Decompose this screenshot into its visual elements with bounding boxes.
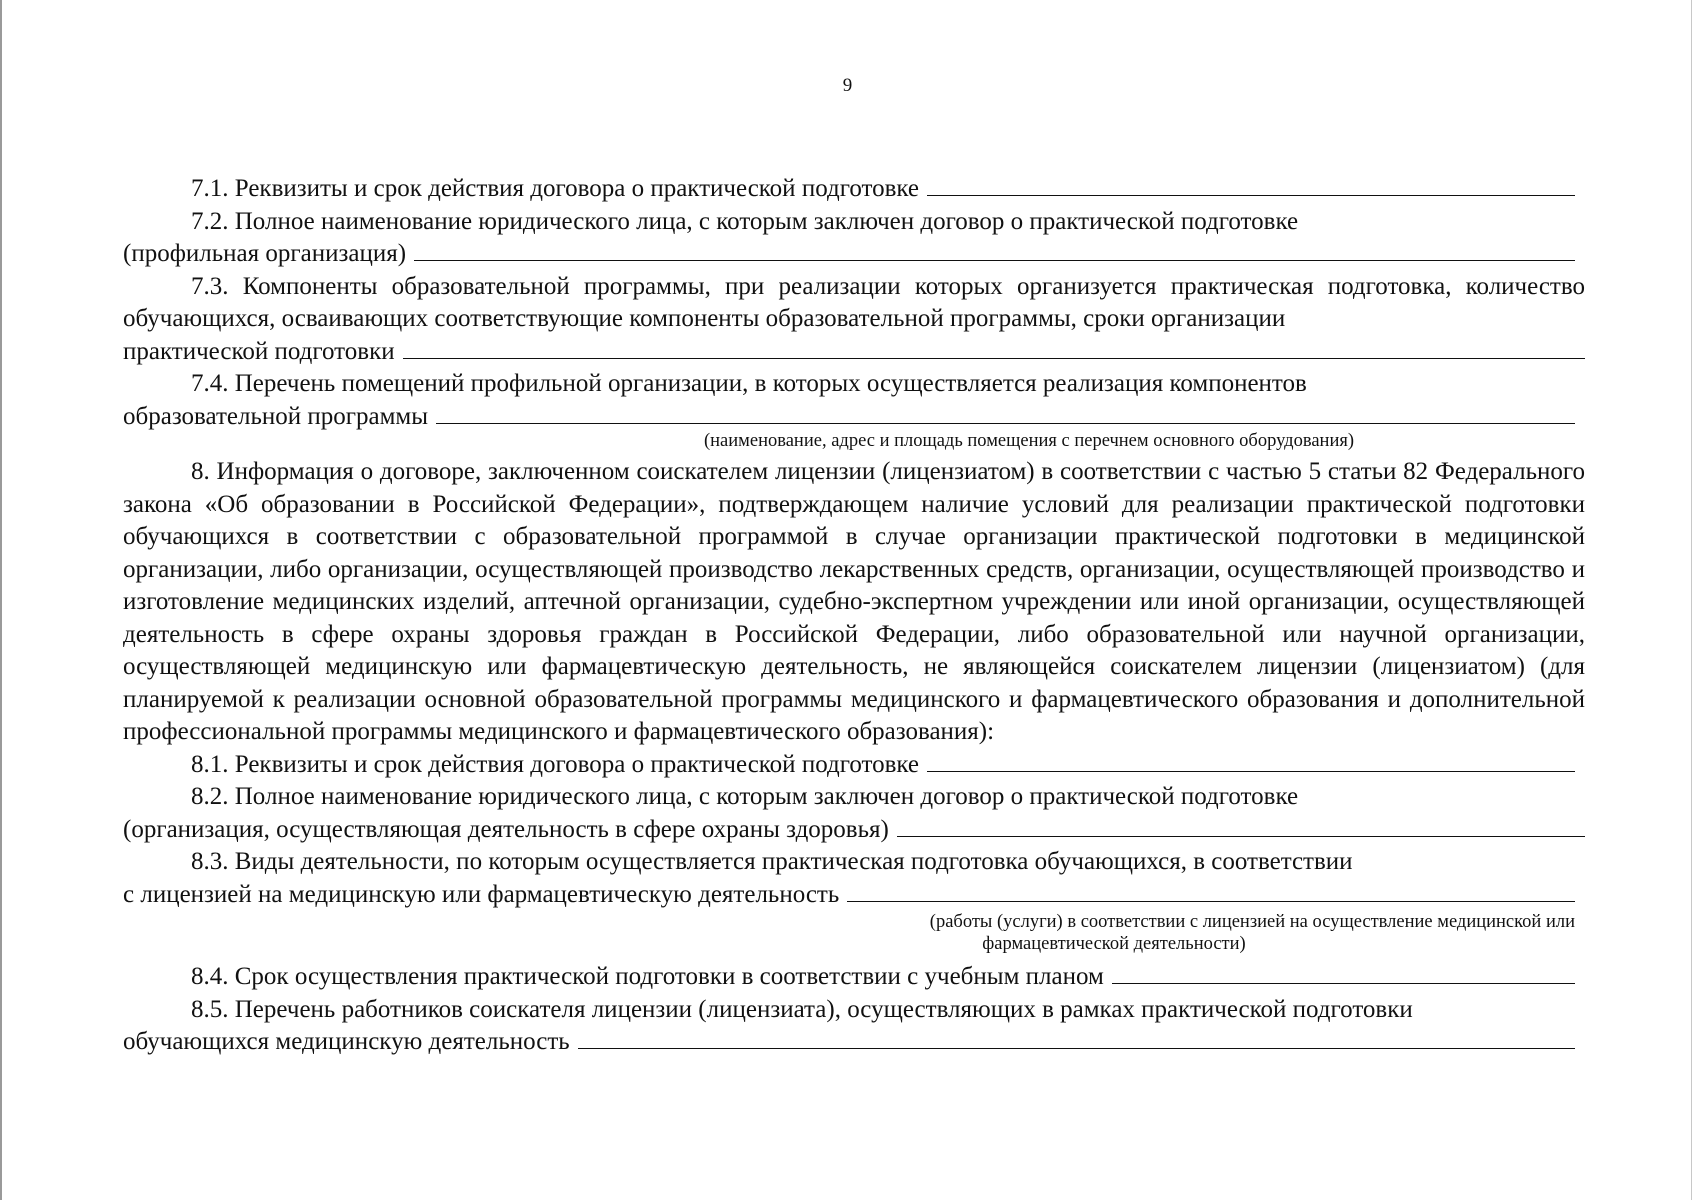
item-8-5-end	[123, 1026, 1585, 1059]
item-8-1-text: 8.1. Реквизиты и срок действия договора о практической подготовке	[191, 750, 920, 778]
item-7-3-text: 7.3. Компоненты образовательной программы, при реализации которых организуется практическая подготовка, количество обучающихся, осваивающих соответствующие компоненты образовательной программы, сроки организации	[123, 272, 1585, 332]
blank-line[interactable]	[927, 770, 1575, 772]
item-8-3-caption-1: (работы (услуги) в соответствии с лицензией на осуществление медицинской или	[929, 912, 1575, 932]
item-8-5-text: 8.5. Перечень работников соискателя лицензии (лицензиата), осуществляющих в рамках практической подготовки	[191, 995, 1413, 1023]
scan-edge-left	[0, 0, 2, 1200]
blank-line[interactable]	[436, 422, 1575, 424]
item-8-2-end-text: (организация, осуществляющая деятельность в сфере охраны здоровья)	[123, 815, 889, 843]
item-8-2-end	[123, 814, 1585, 847]
item-7-4-text: 7.4. Перечень помещений профильной организации, в которых осуществляется реализация компонентов	[191, 370, 1307, 397]
item-7-2-end	[123, 238, 1585, 271]
item-7-4-caption: (наименование, адрес и площадь помещения с перечнем основного оборудования)	[703, 431, 1355, 451]
item-8-1	[123, 749, 1585, 782]
item-7-3-end	[123, 336, 1585, 369]
item-7-2-text: 7.2. Полное наименование юридического лица, с которым заключен договор о практической подготовке	[191, 207, 1299, 235]
item-7-1-text: 7.1. Реквизиты и срок действия договора о практической подготовке	[191, 175, 920, 202]
item-8-4-text: 8.4. Срок осуществления практической подготовки в соответствии с учебным планом	[191, 963, 1104, 990]
item-7-1	[123, 173, 1585, 206]
blank-line[interactable]	[578, 1047, 1575, 1049]
document-body	[123, 173, 1585, 1059]
item-7-4-end-text: образовательной программы	[123, 402, 429, 430]
item-8-3-caption-2: фармацевтической деятельности)	[982, 934, 1246, 954]
item-8-3-end-text: с лицензией на медицинскую или фармацевтическую деятельность	[123, 880, 840, 908]
blank-line[interactable]	[414, 259, 1575, 261]
item-8-4	[123, 961, 1585, 994]
blank-line[interactable]	[927, 194, 1575, 196]
blank-line[interactable]	[403, 357, 1585, 359]
item-8-3-text: 8.3. Виды деятельности, по которым осуществляется практическая подготовка обучающихся, в соответствии	[191, 848, 1353, 875]
blank-line[interactable]	[897, 835, 1585, 837]
item-7-4-end	[123, 401, 1585, 434]
blank-line[interactable]	[1112, 982, 1575, 984]
item-8-5-end-text: обучающихся медицинскую деятельность	[123, 1028, 570, 1055]
item-8-text: 8. Информация о договоре, заключенном соискателем лицензии (лицензиатом) в соответствии с частью 5 статьи 82 Федерального закона «Об образовании в Российской Федерации», подтверждающем наличие условий для реализации практической подготовки обучающихся в соответствии с образовательной программой в случае организации практической подготовки в медицинской организации, либо организации, осуществляющей производство лекарственных средств, организации, осуществляющей производство и изготовление медицинских изделий, аптечной организации, судебно-экспертном учреждении или иной организации, осуществляющей деятельность в сфере охраны здоровья граждан в Российской Федерации, либо образовательной или научной организации, осуществляющей медицинскую или фармацевтическую деятельность, не являющейся соискателем лицензии (лицензиатом) (для планируемой к реализации основной образовательной программы медицинского и фармацевтического образования и дополнительной профессиональной программы медицинского и фармацевтического образования):	[123, 458, 1585, 745]
item-7-2-end-text: (профильная организация)	[123, 240, 407, 267]
item-8-3-end	[123, 879, 1585, 912]
item-7-3-end-text: практической подготовки	[123, 337, 395, 365]
item-8-2-text: 8.2. Полное наименование юридического лица, с которым заключен договор о практической подготовке	[191, 783, 1299, 810]
blank-line[interactable]	[847, 900, 1575, 902]
page-number: 9	[842, 75, 853, 96]
scan-edge-right	[1691, 0, 1692, 1200]
